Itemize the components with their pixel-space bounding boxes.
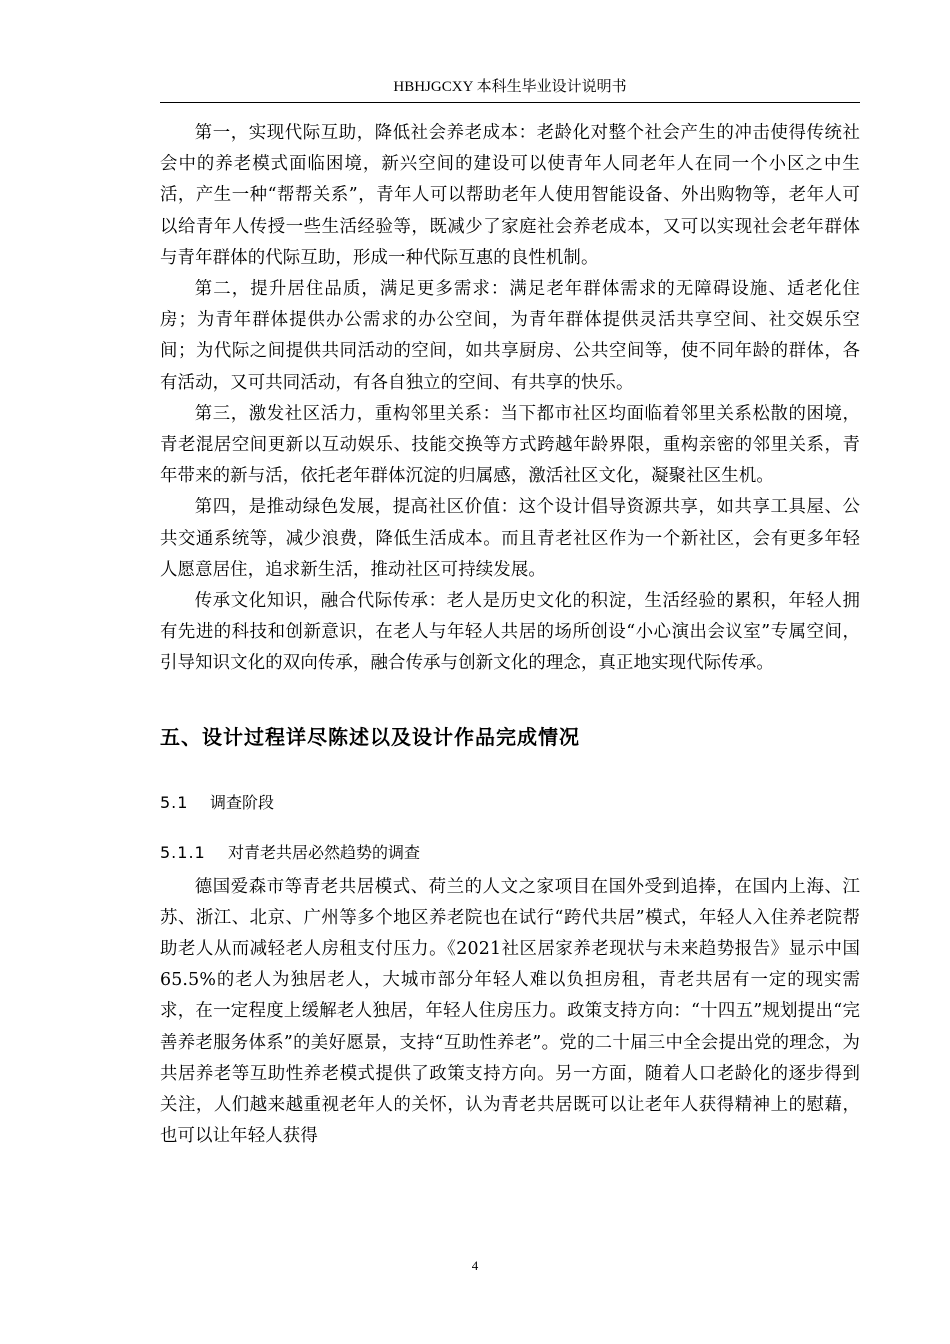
paragraph: 第三，激发社区活力，重构邻里关系：当下都市社区均面临着邻里关系松散的困境，青老混居空间更新以互动娱乐、技能交换等方式跨越年龄界限，重构亲密的邻里关系，青年带来的新与活，依托老年群体沉淀的归属感，激活社区文化，凝聚社区生机。 bbox=[160, 403, 860, 487]
subsection-number: 5.1 bbox=[160, 792, 189, 812]
page-footer bbox=[0, 1258, 950, 1274]
section-heading bbox=[160, 722, 860, 752]
header-title: HBHJGCXY 本科生毕业设计说明书 bbox=[393, 79, 627, 95]
subsection-heading bbox=[160, 790, 860, 816]
paragraph: 第一，实现代际互助，降低社会养老成本：老龄化对整个社会产生的冲击使得传统社会中的养老模式面临困境，新兴空间的建设可以使青年人同老年人在同一个小区之中生活，产生一种“帮帮关系”，青年人可以帮助老年人使用智能设备、外出购物等，老年人可以给青年人传授一些生活经验等，既减少了家庭社会养老成本，又可以实现社会老年群体与青年群体的代际互助，形成一种代际互惠的良性机制。 bbox=[160, 123, 860, 268]
subsubsection-title: 对青老共居必然趋势的调查 bbox=[228, 842, 421, 862]
paragraph: 第四，是推动绿色发展，提高社区价值：这个设计倡导资源共享，如共享工具屋、公共交通系统等，减少浪费，降低生活成本。而且青老社区作为一个新社区，会有更多年轻人愿意居住，追求新生活，推动社区可持续发展。 bbox=[160, 497, 860, 580]
paragraph: 传承文化知识，融合代际传承：老人是历史文化的积淀，生活经验的累积，年轻人拥有先进的科技和创新意识，在老人与年轻人共居的场所创设“小心演出会议室”专属空间，引导知识文化的双向传承，融合传承与创新文化的理念，真正地实现代际传承。 bbox=[160, 591, 860, 674]
page-number: 4 bbox=[471, 1258, 479, 1273]
section-title: 五、设计过程详尽陈述以及设计作品完成情况 bbox=[160, 724, 580, 749]
subsubsection-heading bbox=[160, 840, 860, 866]
document-body bbox=[160, 118, 860, 1152]
subsubsection-number: 5.1.1 bbox=[160, 842, 206, 862]
paragraph: 第二，提升居住品质，满足更多需求：满足老年群体需求的无障碍设施、适老化住房；为青年群体提供办公需求的办公空间，为青年群体提供灵活共享空间、社交娱乐空间；为代际之间提供共同活动的空间，如共享厨房、公共空间等，使不同年龄的群体，各有活动，又可共同活动，有各自独立的空间、有共享的快乐。 bbox=[160, 279, 860, 393]
running-header bbox=[160, 74, 860, 103]
paragraph: 德国爱森市等青老共居模式、荷兰的人文之家项目在国外受到追捧，在国内上海、江苏、浙江、北京、广州等多个地区养老院也在试行“跨代共居”模式，年轻人入住养老院帮助老人从而减轻老人房租支付压力。《2021社区居家养老现状与未来趋势报告》显示中国65.5%的老人为独居老人，大城市部分年轻人难以负担房租，青老共居有一定的现实需求，在一定程度上缓解老人独居，年轻人住房压力。政策支持方向：“十四五”规划提出“完善养老服务体系”的美好愿景，支持“互助性养老”。党的二十届三中全会提出党的理念，为共居养老等互助性养老模式提供了政策支持方向。另一方面，随着人口老龄化的逐步得到关注，人们越来越重视老年人的关怀，认为青老共居既可以让老年人获得精神上的慰藉，也可以让年轻人获得 bbox=[160, 876, 860, 1147]
subsection-title: 调查阶段 bbox=[210, 792, 275, 812]
